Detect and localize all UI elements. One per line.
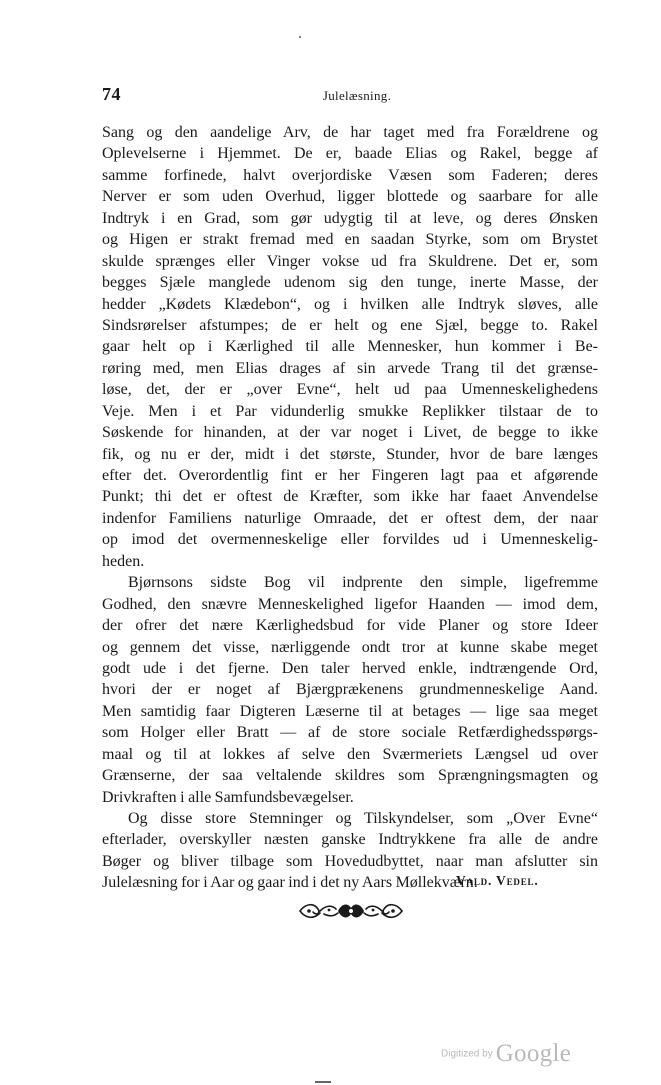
text-line: røring med, men Elias drages af sin arvede Trang til det grænse- [102,359,598,377]
text-line: efter det. Overordentlig fint er her Fingeren lagt paa et afgørende [102,467,598,484]
text-line: der ofrer det nære Kærlighedsbud for vide Planer og store Ideer [102,617,598,635]
text-line: Nerver er som uden Overhud, ligger blottede og saarbare for alle [102,188,598,206]
body-text [102,122,598,894]
text-line: Indtryk i en Grad, som gør udygtig til at leve, og deres Ønsken [102,209,598,227]
text-line: som Holger eller Bratt — af de store sociale Retfærdighedsspørgs- [102,724,598,742]
fleuron-ornament-icon [296,899,406,923]
text-line: Oplevelserne i Hjemmet. De er, baade Elias og Rakel, begge af [102,145,598,163]
text-line: Sindsrørelser afstumpes; de er helt og ene Sjæl, begge to. Rakel [102,316,598,334]
text-line: op imod det overmenneskelige eller forvildes ud i Umenneskelig- [102,531,598,549]
text-line: og Higen er strakt fremad med en saadan Styrke, som om Brystet [102,231,598,249]
text-line: godt ude i det fjerne. Den taler herved enkle, indtrængende Ord, [102,659,598,677]
text-line: Bøger og bliver tilbage som Hovedudbyttet, naar man afslutter sin [102,852,598,870]
text-line: begges Sjæle manglede udenom sig den tunge, inerte Masse, der [102,274,598,292]
text-line: Sang og den aandelige Arv, de har taget med fra Forældrene og [102,124,598,141]
author-signature: Vald. Vedel. [456,873,539,888]
text-line: Godhed, den snævre Menneskelighed ligefor Haanden — imod dem, [102,595,598,613]
text-line: Julelæsning for i Aar og gaar ind i det ny Aars Møllekværn. [102,874,478,892]
watermark-prefix: Digitized by [441,1048,493,1060]
text-line: Grænserne, der saa veltalende skildres som Sprængningsmagten og [102,767,598,785]
running-head: Julelæsning. [322,88,392,103]
text-line: gaar helt op i Kærlighed til alle Mennesker, hun kommer i Be- [102,338,598,356]
text-line: hedder „Kødets Klædebon“, og i hvilken alle Indtryk sløves, alle [102,295,598,313]
text-line: maal og til at lokkes af selve den Sværmeriets Længsel ud over [102,745,598,763]
footer-rule [315,1081,331,1083]
text-line: Bjørnsons sidste Bog vil indprente den simple, ligefremme [128,574,598,592]
text-line: efterlader, overskyller næsten ganske Indtrykkene fra alle de andre [102,831,598,849]
text-line: indenfor Familiens naturlige Omraade, det er oftest dem, der naar [102,509,598,527]
page-header [102,84,598,108]
speck-mark [299,36,301,38]
page-number: 74 [102,84,121,104]
text-line: og gennem det visse, nærliggende ondt tror at kunne skabe meget [102,638,598,656]
text-line: fik, og nu er der, midt i det største, Stunder, hvor de bare længes [102,445,598,463]
watermark-brand-logo: Google [495,1040,572,1067]
text-line: skulde sprænges eller Vinger vokse ud fra Skuldrene. Det er, som [102,252,598,270]
text-line: Men samtidig faar Digteren Læserne til at betages — lige saa meget [102,702,598,720]
text-line: Punkt; thi det er oftest de Kræfter, som ikke har faaet Anvendelse [102,488,598,506]
text-line: hvori der er noget af Bjærgprækenens grundmenneskelige Aand. [102,681,598,699]
text-line: Drivkraften i alle Samfundsbevægelser. [102,788,354,806]
text-line: Søskende for hinanden, at der var noget i Livet, de begge to ikke [102,424,598,442]
text-line: heden. [102,552,145,570]
text-line: samme forfinede, halvt overjordiske Væsen som Faderen; deres [102,166,598,184]
text-line: løse, det, der er „over Evne“, helt ud paa Umenneskelighedens [102,381,598,399]
digitization-watermark [441,1040,571,1068]
text-line: Og disse store Stemninger og Tilskyndelser, som „Over Evne“ [128,810,598,827]
text-line: Veje. Men i et Par vidunderlig smukke Replikker tilstaar de to [102,402,598,420]
